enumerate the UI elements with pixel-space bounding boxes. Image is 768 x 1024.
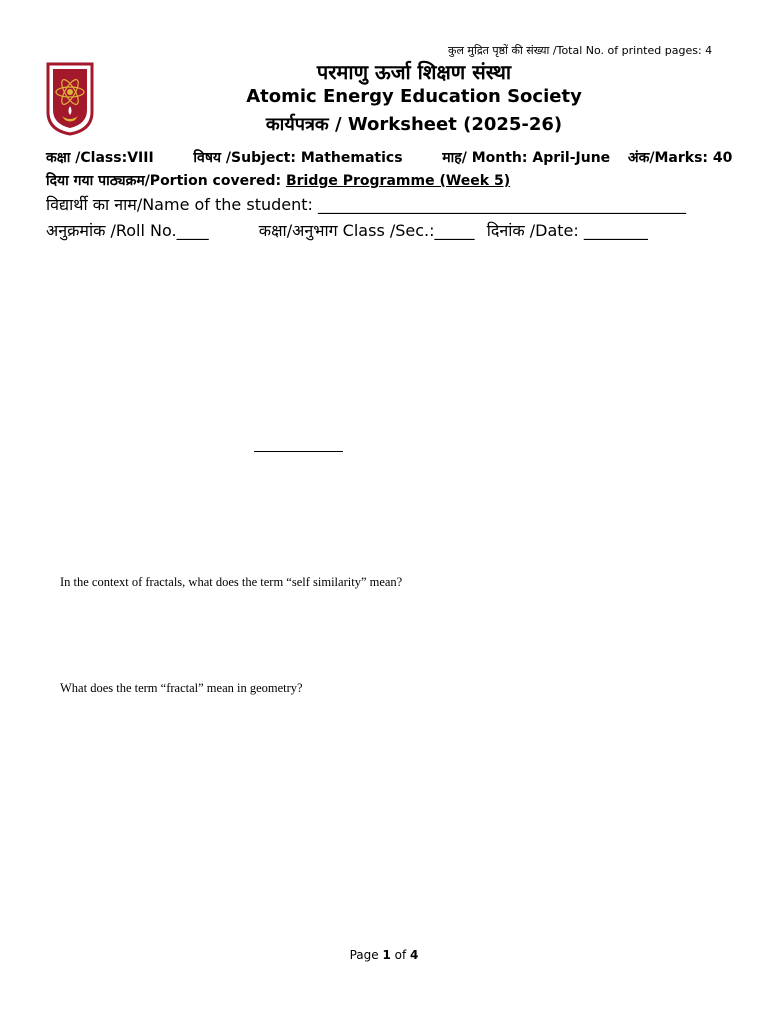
- organization-name-hindi: परमाणु ऊर्जा शिक्षण संस्था: [316, 60, 512, 84]
- aees-logo: [44, 60, 96, 136]
- class-label: कक्षा /Class:VIII: [46, 150, 154, 166]
- subject-label: विषय /Subject: Mathematics: [193, 150, 403, 166]
- question-item: In the context of fractals, what does the term “self similarity” mean?: [60, 575, 403, 589]
- portion-row: [46, 171, 510, 190]
- page-current: 1: [382, 948, 391, 962]
- marks-label: अंक/Marks: 40: [627, 150, 733, 166]
- page-total: 4: [410, 948, 419, 962]
- month-label: माह/ Month: April-June: [442, 150, 611, 166]
- page-word: Page: [349, 948, 383, 962]
- worksheet-title: कार्यपत्रक / Worksheet (2025-26): [265, 114, 563, 135]
- portion-label: दिया गया पाठ्यक्रम/Portion covered:: [46, 173, 286, 189]
- printed-pages-count: कुल मुद्रित पृष्ठों की संख्या /Total No. of printed pages: 4: [448, 44, 713, 57]
- student-name-field: विद्यार्थी का नाम/Name of the student: ______________________________________________: [46, 195, 686, 214]
- date-field: दिनांक /Date: ________: [486, 221, 648, 240]
- class-subject-row: [46, 148, 732, 167]
- roll-number-field: अनुक्रमांक /Roll No.____: [46, 221, 209, 240]
- page-of: of: [390, 948, 411, 962]
- roll-class-date-row: [46, 219, 648, 241]
- organization-name-english: Atomic Energy Education Society: [246, 86, 582, 107]
- class-section-field: कक्षा/अनुभाग Class /Sec.:_____: [258, 221, 475, 240]
- question-item: What does the term “fractal” mean in geometry?: [60, 681, 303, 695]
- page-number: [0, 948, 768, 962]
- portion-value: Bridge Programme (Week 5): [285, 173, 511, 189]
- underline-divider: [254, 451, 343, 452]
